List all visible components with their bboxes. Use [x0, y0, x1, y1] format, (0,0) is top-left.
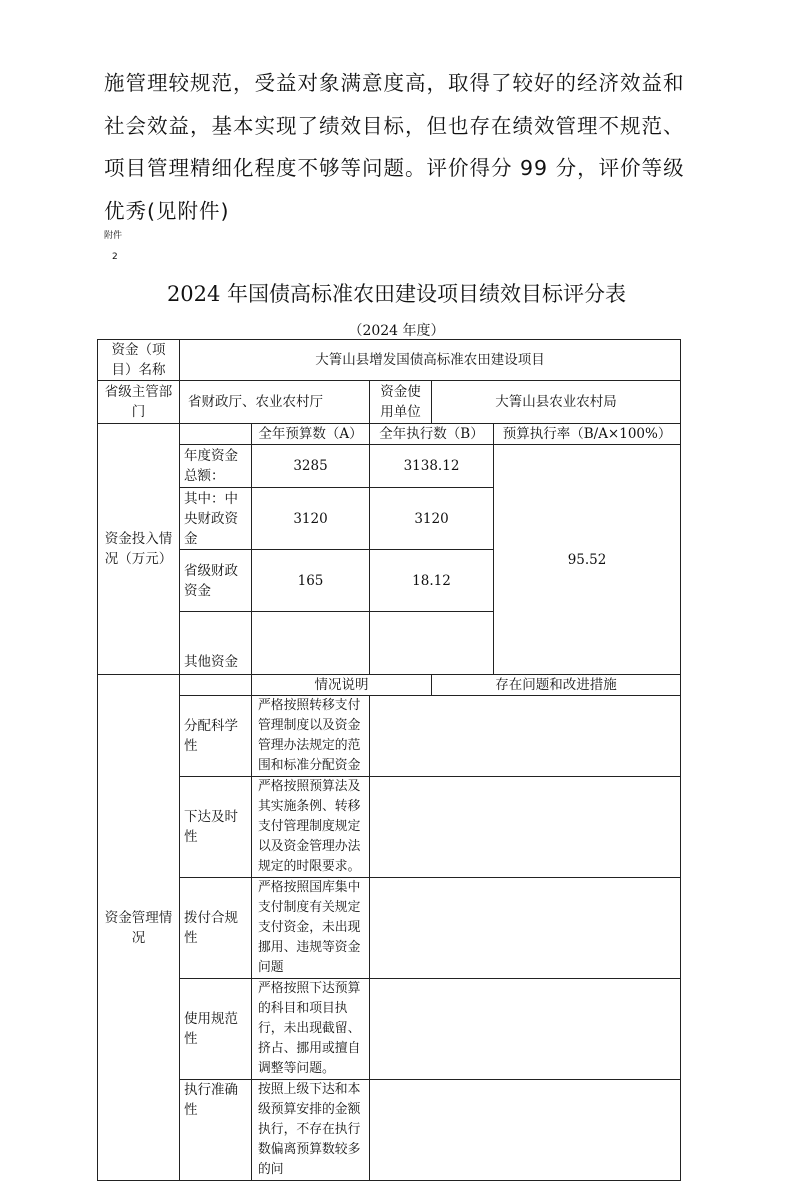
input-row-exec: 18.12	[370, 550, 494, 612]
manage-row-issue	[370, 1080, 681, 1181]
manage-row-issue	[370, 777, 681, 878]
input-row-exec: 3120	[370, 488, 494, 550]
col-desc-header: 情况说明	[252, 675, 432, 696]
manage-row-issue	[370, 979, 681, 1080]
unit-label: 资金使用单位	[370, 381, 432, 424]
col-issue-header: 存在问题和改进措施	[432, 675, 681, 696]
input-header-row	[98, 424, 681, 445]
input-row-total	[98, 445, 681, 488]
manage-row-label: 拨付合规性	[180, 878, 252, 979]
manage-row-label: 下达及时性	[180, 777, 252, 878]
input-row-budget	[252, 612, 370, 675]
document-year: （2024 年度）	[348, 323, 445, 339]
manage-row-desc: 严格按照国库集中支付制度有关规定支付资金，未出现挪用、违规等资金问题	[252, 878, 370, 979]
document-title: 2024 年国债高标准农田建设项目绩效目标评分表	[166, 282, 627, 306]
input-row-label: 其他资金	[180, 612, 252, 675]
input-row-label: 其中：中央财政资金	[180, 488, 252, 550]
manage-header-blank	[180, 675, 252, 696]
manage-row-label: 使用规范性	[180, 979, 252, 1080]
dept-label: 省级主管部门	[98, 381, 180, 424]
col-budget-header: 全年预算数（A）	[252, 424, 370, 445]
manage-row-accuracy	[98, 1080, 681, 1181]
rate-value: 95.52	[494, 445, 681, 675]
manage-row-desc: 按照上级下达和本级预算安排的金额执行，不存在执行数偏离预算数较多的问	[252, 1080, 370, 1181]
input-row-exec: 3138.12	[370, 445, 494, 488]
input-section-label: 资金投入情况（万元）	[98, 424, 180, 675]
intro-paragraph: 施管理较规范，受益对象满意度高，取得了较好的经济效益和社会效益，基本实现了绩效目标，但也存在绩效管理不规范、项目管理精细化程度不够等问题。评价得分 99 分，评价等级优秀(见附件)	[104, 71, 685, 223]
input-row-budget: 165	[252, 550, 370, 612]
manage-header-row	[98, 675, 681, 696]
annex-label: 附件	[104, 231, 123, 241]
input-header-blank	[180, 424, 252, 445]
manage-row-desc: 严格按照下达预算的科目和项目执行，未出现截留、挤占、挪用或擅自调整等问题。	[252, 979, 370, 1080]
input-row-budget: 3285	[252, 445, 370, 488]
manage-row-issue	[370, 878, 681, 979]
manage-row-allocation	[98, 696, 681, 777]
manage-row-desc: 严格按照预算法及其实施条例、转移支付管理制度规定以及资金管理办法规定的时限要求。	[252, 777, 370, 878]
manage-row-timeliness	[98, 777, 681, 878]
score-table	[97, 339, 681, 1181]
input-row-label: 省级财政资金	[180, 550, 252, 612]
unit-value: 大箐山县农业农村局	[432, 381, 681, 424]
manage-section-label: 资金管理情况	[98, 675, 180, 1181]
manage-row-usage	[98, 979, 681, 1080]
manage-row-compliance	[98, 878, 681, 979]
fund-name-row	[98, 340, 681, 381]
input-row-exec	[370, 612, 494, 675]
fund-name-value: 大箐山县增发国债高标准农田建设项目	[180, 340, 681, 381]
annex-number: 2	[112, 252, 118, 262]
fund-name-label: 资金（项目）名称	[98, 340, 180, 381]
manage-row-label: 执行准确性	[180, 1080, 252, 1181]
manage-row-issue	[370, 696, 681, 777]
manage-row-desc: 严格按照转移支付管理制度以及资金管理办法规定的范围和标准分配资金	[252, 696, 370, 777]
dept-value: 省财政厅、农业农村厅	[180, 381, 370, 424]
manage-row-label: 分配科学性	[180, 696, 252, 777]
col-exec-header: 全年执行数（B）	[370, 424, 494, 445]
col-rate-header: 预算执行率（B/A×100%）	[494, 424, 681, 445]
dept-row	[98, 381, 681, 424]
input-row-budget: 3120	[252, 488, 370, 550]
input-row-label: 年度资金总额：	[180, 445, 252, 488]
